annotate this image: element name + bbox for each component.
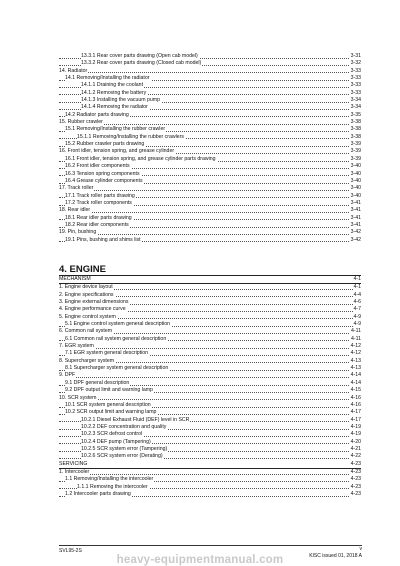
toc-leader-dots <box>59 399 361 400</box>
toc-entry-title: 9.2 DPF output limit and warning lamp <box>65 387 153 394</box>
toc-entry[interactable] <box>59 82 361 89</box>
footer-model: SVL95-2S <box>59 548 82 554</box>
toc-entry[interactable] <box>59 156 361 163</box>
toc-entry[interactable] <box>59 292 361 299</box>
toc-entry-page: 4-9 <box>353 321 361 328</box>
toc-leader-dots <box>59 377 361 378</box>
toc-entry-title: 10.2.5 SCR system error (Tampering) <box>81 445 168 452</box>
toc-entry-page: 4-23 <box>350 460 361 467</box>
toc-entry-page: 3-40 <box>350 170 361 177</box>
toc-entry-title: 2. Engine specifications <box>59 291 114 298</box>
toc-entry-title: 13.3.2 Rear cover parts drawing (Closed cab model) <box>81 60 202 67</box>
toc-entry[interactable] <box>59 469 361 476</box>
toc-entry-page: 4-11 <box>351 328 361 335</box>
toc-entry-page: 4-19 <box>350 423 361 430</box>
toc-entry[interactable] <box>59 453 361 460</box>
toc-entry[interactable] <box>59 97 361 104</box>
toc-entry-title: 1. Engine device layout <box>59 284 113 291</box>
toc-leader-dots <box>59 124 361 125</box>
toc-entry-page: 4-23 <box>350 476 361 483</box>
toc-entry-page: 4-1 <box>353 284 361 291</box>
toc-entry-page: 3-41 <box>350 207 361 214</box>
toc-entry[interactable] <box>59 417 361 424</box>
toc-entry-title: SERVICING <box>59 460 88 467</box>
toc-entry-title: 14.1 Removing/Installing the radiator <box>65 75 150 82</box>
toc-entry-title: 8. Supercharger system <box>59 357 115 364</box>
toc-entry-title: 19. Pin, bushing <box>59 229 97 236</box>
toc-leader-dots <box>59 348 361 349</box>
toc-entry[interactable] <box>59 75 361 82</box>
toc-entry[interactable] <box>59 328 361 335</box>
toc-entry[interactable] <box>59 222 361 229</box>
toc-entry[interactable] <box>59 90 361 97</box>
watermark: heavy-equipmentmanual.com <box>116 554 284 566</box>
toc-entry[interactable] <box>59 193 361 200</box>
toc-engine-list <box>59 275 361 498</box>
toc-entry[interactable] <box>59 134 361 141</box>
toc-entry-title: 1.2 Intercooler parts drawing <box>65 490 131 497</box>
toc-entry-page: 4-4 <box>353 291 361 298</box>
toc-entry[interactable] <box>59 284 361 291</box>
toc-entry-page: 3-38 <box>350 126 361 133</box>
toc-entry-page: 3-41 <box>350 221 361 228</box>
toc-entry-page: 3-40 <box>350 163 361 170</box>
toc-entry-page: 4-15 <box>350 387 361 394</box>
toc-entry[interactable] <box>59 60 361 67</box>
toc-entry-title: 10. SCR system <box>59 394 97 401</box>
toc-entry[interactable] <box>59 207 361 214</box>
toc-entry-title: 9.1 DPF general description <box>65 379 130 386</box>
toc-entry-title: 1.1 Removing/Installing the intercooler <box>65 476 154 483</box>
toc-entry-page: 4-17 <box>350 409 361 416</box>
toc-entry-title: 14.1.4 Removing the radiator <box>81 104 148 111</box>
toc-entry-title: 9. DPF <box>59 372 76 379</box>
toc-entry-title: 7.1 EGR system general description <box>65 350 149 357</box>
toc-entry-page: 4-16 <box>350 394 361 401</box>
toc-entry[interactable] <box>59 185 361 192</box>
toc-entry-page: 4-16 <box>350 401 361 408</box>
toc-entry-page: 3-33 <box>350 75 361 82</box>
toc-entry-title: 1.1.1 Removing the intercooler <box>77 483 148 490</box>
toc-entry[interactable] <box>59 350 361 357</box>
toc-entry[interactable] <box>59 372 361 379</box>
toc-entry-page: 4-13 <box>350 357 361 364</box>
toc-entry-title: 4. Engine performance curve <box>59 306 126 313</box>
toc-entry-page: 4-11 <box>351 335 361 342</box>
toc-entry-title: 15.2 Rubber crawler parts drawing <box>65 141 145 148</box>
toc-entry-page: 3-34 <box>350 97 361 104</box>
toc-entry-title: 17.2 Track roller components <box>65 199 132 206</box>
footer-rule <box>59 545 362 546</box>
toc-entry[interactable] <box>59 200 361 207</box>
toc-entry-page: 3-39 <box>350 155 361 162</box>
toc-entry-page: 4-23 <box>350 483 361 490</box>
toc-entry-page: 3-42 <box>350 229 361 236</box>
toc-entry-page: 4-9 <box>353 313 361 320</box>
toc-entry-page: 4-12 <box>350 350 361 357</box>
toc-leader-dots <box>59 72 361 73</box>
toc-entry[interactable] <box>59 178 361 185</box>
toc-entry[interactable] <box>59 365 361 372</box>
toc-leader-dots <box>59 474 361 475</box>
toc-entry[interactable] <box>59 358 361 365</box>
toc-entry[interactable] <box>59 424 361 431</box>
toc-entry-page: 4-19 <box>350 431 361 438</box>
toc-entry-title: 14.2 Radiator parts drawing <box>65 111 129 118</box>
toc-entry-title: 18.1 Rear idler parts drawing <box>65 214 132 221</box>
toc-entry-title: 6. Common rail system <box>59 328 113 335</box>
toc-top-list <box>59 53 361 244</box>
toc-entry-page: 4-17 <box>350 416 361 423</box>
toc-entry[interactable] <box>59 484 361 491</box>
toc-entry-page: 3-40 <box>350 177 361 184</box>
toc-entry-page: 3-39 <box>350 148 361 155</box>
toc-entry[interactable] <box>59 343 361 350</box>
toc-entry-title: 5. Engine control system <box>59 313 116 320</box>
toc-entry-title: 17.1 Track roller parts drawing <box>65 192 135 199</box>
footer-issue: KISC issued 01, 2018 A <box>309 553 362 559</box>
toc-entry[interactable] <box>59 148 361 155</box>
toc-entry-title: 16.3 Tension spring components <box>65 170 140 177</box>
toc-entry[interactable] <box>59 476 361 483</box>
toc-entry[interactable] <box>59 314 361 321</box>
toc-entry-page: 3-40 <box>350 185 361 192</box>
toc-entry[interactable] <box>59 387 361 394</box>
toc-entry-title: 5.1 Engine control system general description <box>65 321 170 328</box>
toc-entry-title: 8.1 Supercharger system general description <box>65 365 169 372</box>
toc-entry-title: 15.1.1 Removing/Installing the rubber crawlers <box>77 133 184 140</box>
toc-entry-title: 10.2.1 Diesel Exhaust Fluid (DEF) level in SCR <box>81 416 190 423</box>
toc-entry[interactable] <box>59 306 361 313</box>
toc-entry-title: 14.1.2 Removing the battery <box>81 89 147 96</box>
toc-entry[interactable] <box>59 491 361 498</box>
toc-leader-dots <box>59 234 361 235</box>
toc-entry-title: 16.4 Grease cylinder components <box>65 177 143 184</box>
toc-entry-page: 4-21 <box>350 445 361 452</box>
toc-entry-page: 4-12 <box>350 343 361 350</box>
toc-entry[interactable] <box>59 402 361 409</box>
toc-entry-title: 15. Rubber crawler <box>59 119 103 126</box>
toc-entry[interactable] <box>59 299 361 306</box>
toc-entry-title: 16.2 Front idler components <box>65 163 130 170</box>
toc-entry-title: 18. Rear idler <box>59 207 91 214</box>
toc-entry[interactable] <box>59 275 361 284</box>
toc-entry-title: 15.1 Removing/Installing the rubber crawler <box>65 126 166 133</box>
toc-entry-title: MECHANISM <box>59 276 91 282</box>
toc-entry-page: 3-41 <box>350 199 361 206</box>
toc-entry-title: 14. Radiator <box>59 67 88 74</box>
toc-entry-title: 3. Engine external dimensions <box>59 299 129 306</box>
toc-entry[interactable] <box>59 461 361 469</box>
toc-entry[interactable] <box>59 112 361 119</box>
toc-entry-title: 17. Track roller <box>59 185 94 192</box>
toc-entry-page: 4-14 <box>350 379 361 386</box>
toc-entry-title: 10.2.3 SCR defrost control <box>81 431 143 438</box>
toc-entry-page: 3-40 <box>350 192 361 199</box>
toc-entry-title: 14.1.3 Installing the vacuum pump <box>81 97 161 104</box>
toc-entry[interactable] <box>59 53 361 60</box>
toc-entry-page: 4-14 <box>350 372 361 379</box>
toc-leader-dots <box>59 190 361 191</box>
toc-entry[interactable] <box>59 215 361 222</box>
toc-entry-page: 3-42 <box>350 236 361 243</box>
toc-entry-title: 10.1 SCR system general description <box>65 401 151 408</box>
toc-entry-page: 4-7 <box>353 306 361 313</box>
toc-entry-page: 4-23 <box>350 490 361 497</box>
toc-entry[interactable] <box>59 395 361 402</box>
toc-entry[interactable] <box>59 439 361 446</box>
toc-entry-title: 10.2 SCR output limit and warning lamp <box>65 409 157 416</box>
toc-entry-page: 3-41 <box>350 214 361 221</box>
toc-entry-page: 3-39 <box>350 141 361 148</box>
toc-entry-page: 4-22 <box>350 453 361 460</box>
toc-leader-dots <box>59 212 361 213</box>
toc-entry[interactable] <box>59 171 361 178</box>
toc-entry[interactable] <box>59 163 361 170</box>
toc-entry-title: 19.1 Pins, bushing and shims list <box>65 236 141 243</box>
toc-entry-page: 4-23 <box>350 468 361 475</box>
toc-entry-page: 4-20 <box>350 438 361 445</box>
toc-entry-title: 10.2.2 DEF concentration and quality <box>81 423 167 430</box>
toc-entry-title: 7. EGR system <box>59 343 94 350</box>
toc-entry[interactable] <box>59 380 361 387</box>
footer-page-number: v <box>359 546 362 552</box>
toc-entry-page: 4-1 <box>353 276 361 282</box>
toc-entry-page: 3-33 <box>350 67 361 74</box>
toc-entry[interactable] <box>59 237 361 244</box>
toc-entry[interactable] <box>59 321 361 328</box>
toc-entry[interactable] <box>59 68 361 75</box>
toc-entry[interactable] <box>59 104 361 111</box>
toc-entry-page: 3-33 <box>350 89 361 96</box>
toc-entry-title: 18.2 Rear idler components <box>65 221 129 228</box>
toc-entry-page: 3-31 <box>350 53 361 59</box>
toc-entry[interactable] <box>59 119 361 126</box>
toc-entry[interactable] <box>59 141 361 148</box>
section-title: 4. ENGINE <box>59 264 106 275</box>
toc-entry-page: 4-13 <box>350 365 361 372</box>
toc-entry[interactable] <box>59 446 361 453</box>
toc-entry-title: 10.2.6 SCR system error (Derating) <box>81 453 163 460</box>
toc-entry-title: 10.2.4 DEF pump (Tampering) <box>81 438 151 445</box>
toc-entry-title: 14.1.1 Draining the coolant <box>81 82 144 89</box>
toc-entry[interactable] <box>59 126 361 133</box>
toc-entry-title: 1. Intercooler <box>59 468 90 475</box>
toc-entry-page: 3-33 <box>350 82 361 89</box>
toc-entry-title: 16.1 Front idler, tension spring, and grease cylinder parts drawing <box>65 155 216 162</box>
toc-entry-page: 3-38 <box>350 133 361 140</box>
toc-entry-page: 3-34 <box>350 104 361 111</box>
toc-entry-page: 4-6 <box>353 299 361 306</box>
toc-entry-page: 3-32 <box>350 60 361 67</box>
toc-entry-page: 3-38 <box>350 119 361 126</box>
toc-entry-title: 6.1 Common rail system general description <box>65 335 167 342</box>
toc-entry-title: 16. Front idler, tension spring, and grease cylinder <box>59 148 175 155</box>
toc-entry[interactable] <box>59 409 361 416</box>
toc-entry[interactable] <box>59 336 361 343</box>
toc-entry-title: 13.3.1 Rear cover parts drawing (Open cab model) <box>81 53 198 59</box>
toc-entry[interactable] <box>59 431 361 438</box>
toc-entry-page: 3-35 <box>350 111 361 118</box>
toc-entry[interactable] <box>59 229 361 236</box>
